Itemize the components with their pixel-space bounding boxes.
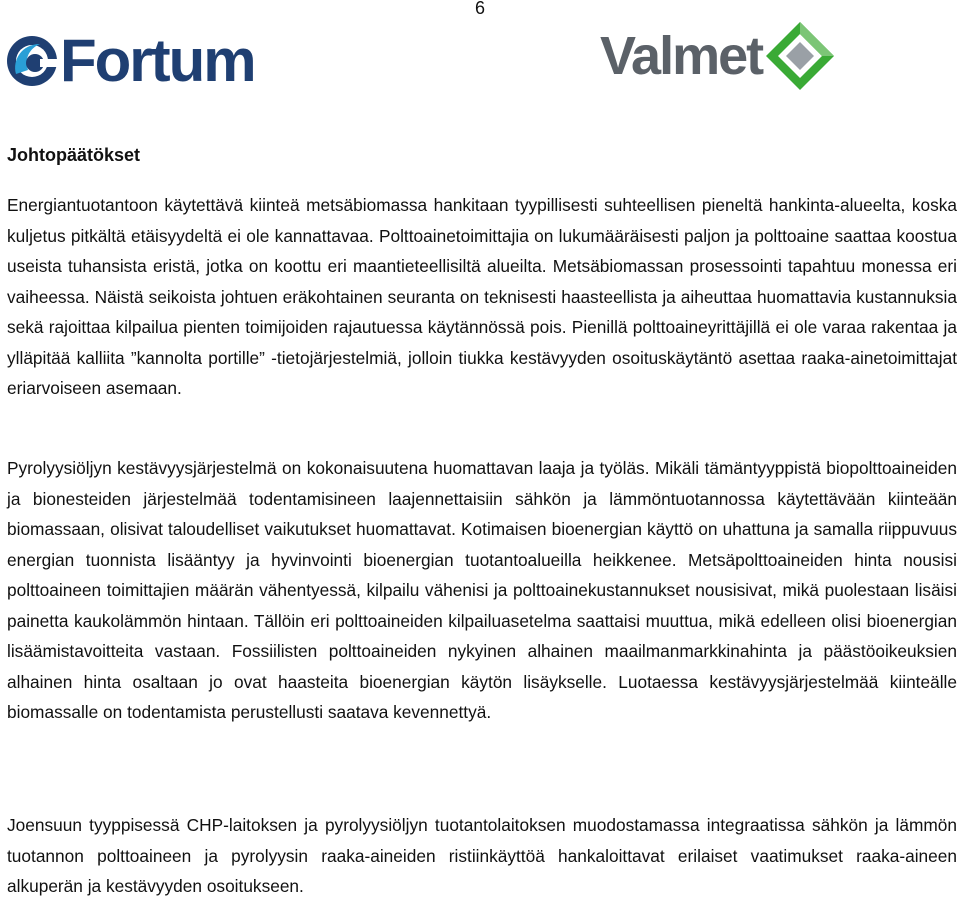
valmet-diamond-icon [764,20,836,92]
paragraph-3: Joensuun tyyppisessä CHP-laitoksen ja pyrolyysiöljyn tuotantolaitoksen muodostamassa integraatissa sähkön ja lämmön tuotannon polttoaineen ja pyrolyysin raaka-aineiden ristiinkäyttöä hankaloittavat erilaiset vaatimukset raaka-aineen alkuperän ja kestävyyden osoitukseen. [7,815,957,896]
paragraph-2: Pyrolyysiöljyn kestävyysjärjestelmä on kokonaisuutena huomattavan laaja ja työläs. Mikäli tämäntyyppistä biopolttoaineiden ja bionesteiden järjestelmää todentamisineen laajennettaisiin sähkön ja lämmöntuotannossa käytettävään kiinteään biomassaan, olisivat taloudelliset vaikutukset huomattavat. Kotimaisen bioenergian käyttö on uhattuna ja samalla riippuvuus energian tuonnista lisääntyy ja hyvinvointi bioenergian tuotantoalueilla heikkenee. Metsäpolttoaineiden hinta nousisi polttoaineen toimittajien määrän vähentyessä, kilpailu vähenisi ja polttoainekustannukset nousisivat, mikä puolestaan lisäisi painetta kaukolämmön hintaan. Tällöin eri polttoaineiden kilpailuasetelma saattaisi muuttua, mikä edelleen olisi bioenergian lisäämistavoitteita vastaan. Fossiilisten polttoaineiden nykyinen alhainen maailmanmarkkinahinta ja päästöoikeuksien alhainen hinta osaltaan jo ovat haasteita bioenergian käytön lisäykselle. Luotaessa kestävyysjärjestelmää kiinteälle biomassalle on todentamista perustellusti saatava kevennettyä. [7,458,957,722]
page-number: 6 [474,0,485,18]
fortum-logo [6,27,255,94]
fortum-swirl-icon [6,30,58,92]
valmet-logo [600,20,836,92]
fortum-wordmark: Fortum [60,27,255,94]
section-heading: Johtopäätökset [7,145,141,165]
paragraph-1: Energiantuotantoon käytettävä kiinteä metsäbiomassa hankitaan tyypillisesti suhteellisen pieneltä hankinta-alueelta, koska kuljetus pitkältä etäisyydeltä ei ole kannattavaa. Polttoainetoimittajia on lukumääräisesti paljon ja polttoaine saattaa koostua useista tuhansista eristä, jotka on koottu eri maantieteellisiltä alueilta. Metsäbiomassan prosessointi tapahtuu monessa eri vaiheessa. Näistä seikoista johtuen eräkohtainen seuranta on teknisesti haasteellista ja aiheuttaa huomattavia kustannuksia sekä rajoittaa kilpailua pienten toimijoiden rajautuessa käytännössä pois. Pienillä polttoaineyrittäjillä ei ole varaa rakentaa ja ylläpitää kalliita ”kannolta portille” -tietojärjestelmiä, jolloin tiukka kestävyyden osoituskäytäntö asettaa raaka-ainetoimittajat eriarvoiseen asemaan. [7,195,957,398]
valmet-wordmark: Valmet [600,26,763,86]
